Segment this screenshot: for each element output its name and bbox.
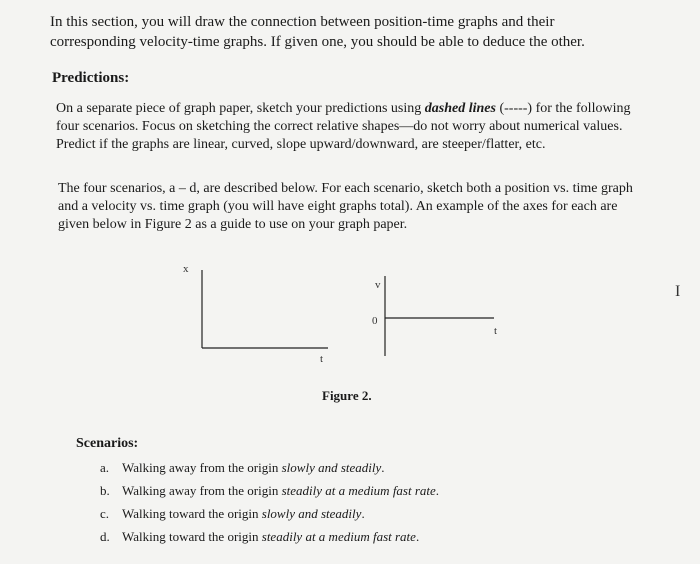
list-item (100, 456, 439, 479)
scenario-tail: . (381, 460, 385, 475)
dashed-lines-emphasis: dashed lines (424, 101, 496, 116)
graph1-x-label: t (320, 353, 324, 365)
scenario-text: Walking away from the origin (122, 460, 282, 475)
list-item (100, 525, 439, 548)
scenario-letter: c. (100, 506, 110, 521)
scenario-text: Walking away from the origin (122, 483, 282, 498)
scenario-text: Walking toward the origin (122, 506, 262, 521)
scenario-letter: a. (100, 460, 110, 475)
graph2-y-label: v (375, 279, 381, 291)
list-item (100, 479, 439, 502)
scenarios-heading: Scenarios: (76, 436, 139, 451)
scenario-text: Walking toward the origin (122, 529, 262, 544)
graph2-x-label: t (494, 325, 498, 337)
para1-after: for the following four scenarios. Focus on sketching the correct relative shapes—do not worry about numerical values. Predict if the graphs are linear, curved, slope upward/downward, are steeper/flatter, etc. (56, 101, 631, 152)
scenario-letter: b. (100, 483, 110, 498)
predictions-heading: Predictions: (52, 70, 130, 86)
list-item (100, 502, 439, 525)
scenario-emphasis: steadily at a medium fast rate (261, 529, 416, 544)
figure-caption: Figure 2. (322, 388, 372, 403)
scenario-emphasis: slowly and steadily (261, 506, 362, 521)
text-cursor-icon: I (675, 283, 681, 300)
para1-before: On a separate piece of graph paper, sketch your predictions using (56, 101, 425, 116)
scenario-tail: . (435, 483, 440, 498)
scenario-emphasis: slowly and steadily (281, 460, 382, 475)
intro-line-2: corresponding velocity-time graphs. If given one, you should be able to deduce the other. (50, 34, 585, 50)
intro-paragraph (50, 12, 650, 52)
scenario-tail: . (415, 529, 420, 544)
scenario-letter: d. (100, 529, 110, 544)
graph1-y-label: x (183, 263, 189, 275)
scenario-tail: . (361, 506, 365, 521)
predictions-paragraph-2: The four scenarios, a – d, are described below. For each scenario, sketch both a position vs. time graph and a velocity vs. time graph (you will have eight graphs total). An example of the axes for each are given below in Figure 2 as a guide to use on your graph paper. (58, 181, 633, 232)
predictions-paragraph-1 (56, 100, 652, 154)
intro-line-1: In this section, you will draw the connection between position-time graphs and their (50, 14, 555, 30)
scenarios-list (100, 456, 439, 548)
scenario-emphasis: steadily at a medium fast rate (281, 483, 436, 498)
graph2-origin-label: 0 (372, 315, 378, 327)
dash-sample: (-----) (495, 101, 536, 116)
figure-2-axes (150, 258, 530, 368)
